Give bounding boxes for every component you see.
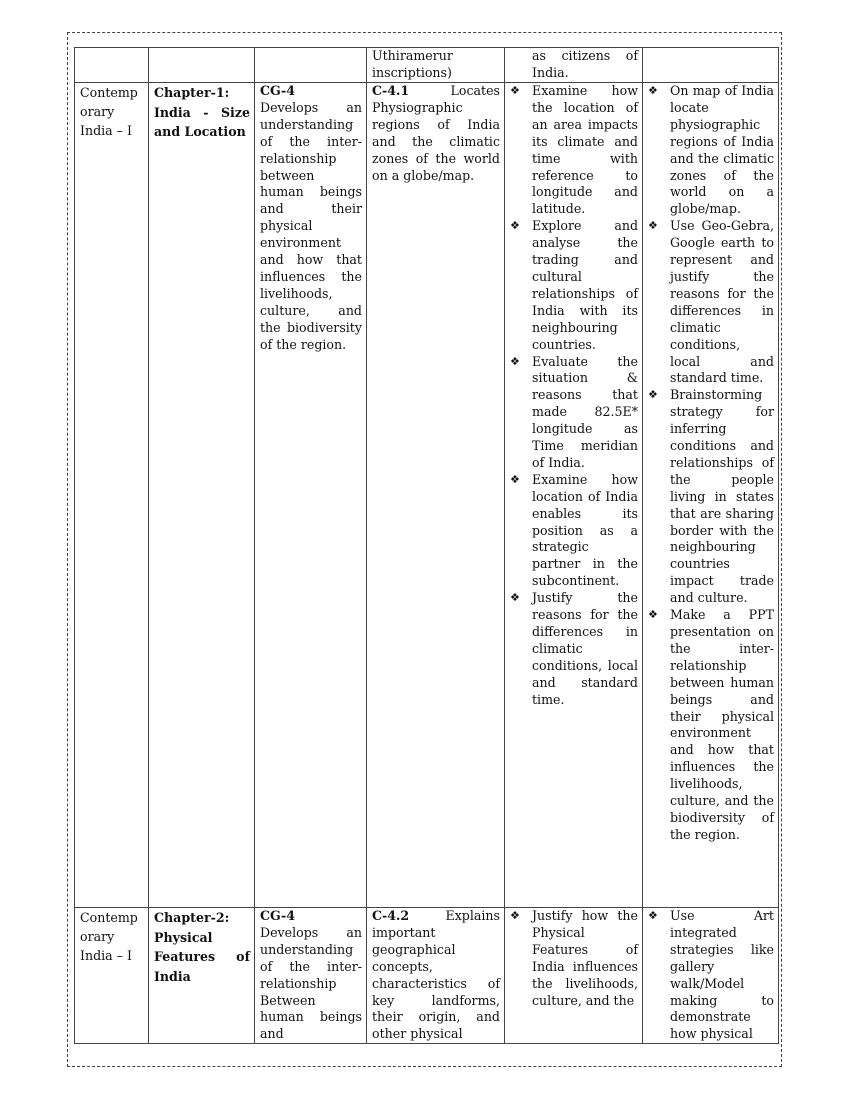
diamond-bullet-icon: ❖ xyxy=(510,84,520,97)
table-cell xyxy=(149,48,255,83)
diamond-bullet-icon: ❖ xyxy=(648,388,658,402)
learning-outcomes-cell xyxy=(505,83,643,908)
list-item: ❖ Examine how the location of an area impacts its climate and time with reference to longitude and latitude. xyxy=(510,83,638,217)
table-row xyxy=(75,48,779,83)
curricular-goal-code: CG-4 xyxy=(260,908,296,923)
table-cell: as citizens of India. xyxy=(505,48,643,83)
table-cell xyxy=(255,48,367,83)
curricular-goal-text: Develops an understanding of the inter-relationship Between human beings and xyxy=(260,924,362,1042)
curricular-goal-cell xyxy=(255,83,367,908)
list-item: ❖ Use Geo-Gebra, Google earth to represent and justify the reasons for the differences in climatic conditions, local and standard time. xyxy=(648,218,774,386)
competency-code: C-4.1 xyxy=(372,83,410,98)
diamond-bullet-icon: ❖ xyxy=(510,591,520,605)
list-item: ❖ Evaluate the situation & reasons that made 82.5E* longitude as Time meridian of India. xyxy=(510,353,638,470)
competency-code: C-4.2 xyxy=(372,908,410,923)
table-cell: Uthiramerur inscriptions) xyxy=(367,48,505,83)
pedagogy-cell xyxy=(643,83,779,908)
pedagogy-cell xyxy=(643,908,779,1044)
curricular-goal-text: Develops an understanding of the inter-relationship between human beings and their physical environment and how that influences the livelihoods, culture, and the biodiversity of the region. xyxy=(260,99,362,352)
diamond-bullet-icon: ❖ xyxy=(510,472,520,486)
chapter-cell: Chapter-2: Physical Features of India xyxy=(149,908,255,1044)
table-row xyxy=(75,83,779,908)
subject-cell: Contemporary India – I xyxy=(75,908,149,1044)
chapter-cell: Chapter-1: India - Size and Location xyxy=(149,83,255,908)
table-cell xyxy=(643,48,779,83)
competency-text: Explains important geographical concepts, characteristics of key landforms, their origin, and other physical xyxy=(372,908,500,1042)
curricular-goal-cell xyxy=(255,908,367,1044)
learning-outcomes-cell xyxy=(505,908,643,1044)
competency-cell xyxy=(367,83,505,908)
diamond-bullet-icon: ❖ xyxy=(510,219,520,233)
diamond-bullet-icon: ❖ xyxy=(648,909,658,922)
diamond-bullet-icon: ❖ xyxy=(648,608,658,622)
list-item: ❖ On map of India locate physiographic regions of India and the climatic zones of the world on a globe/map. xyxy=(648,83,774,217)
list-item: ❖ Examine how location of India enables its position as a strategic partner in the subcontinent. xyxy=(510,471,638,589)
list-item: ❖ Justify how the Physical Features of India influences the livelihoods, culture, and the xyxy=(510,908,638,1008)
competency-cell xyxy=(367,908,505,1044)
diamond-bullet-icon: ❖ xyxy=(648,219,658,233)
competency-text: Locates Physiographic regions of India and the climatic zones of the world on a globe/map. xyxy=(372,83,500,183)
table-cell xyxy=(75,48,149,83)
list-item: ❖ Use Art integrated strategies like gallery walk/Model making to demonstrate how physical xyxy=(648,908,774,1042)
table-row xyxy=(75,908,779,1044)
diamond-bullet-icon: ❖ xyxy=(648,84,658,97)
diamond-bullet-icon: ❖ xyxy=(510,354,520,368)
list-item: ❖ Justify the reasons for the differences in climatic conditions, local and standard time. xyxy=(510,590,638,707)
list-item: ❖ Brainstorming strategy for inferring conditions and relationships of the people living in states that are sharing border with the neighbouring countries impact trade and culture. xyxy=(648,387,774,606)
subject-cell: Contemporary India – I xyxy=(75,83,149,908)
list-item: ❖ Make a PPT presentation on the inter-relationship between human beings and their physical environment and how that influences the livelihoods, culture, and the biodiversity of the region. xyxy=(648,607,774,842)
curriculum-table xyxy=(74,47,779,1044)
curricular-goal-code: CG-4 xyxy=(260,83,296,98)
list-item: ❖ Explore and analyse the trading and cultural relationships of India with its neighbouring countries. xyxy=(510,218,638,352)
diamond-bullet-icon: ❖ xyxy=(510,909,520,922)
